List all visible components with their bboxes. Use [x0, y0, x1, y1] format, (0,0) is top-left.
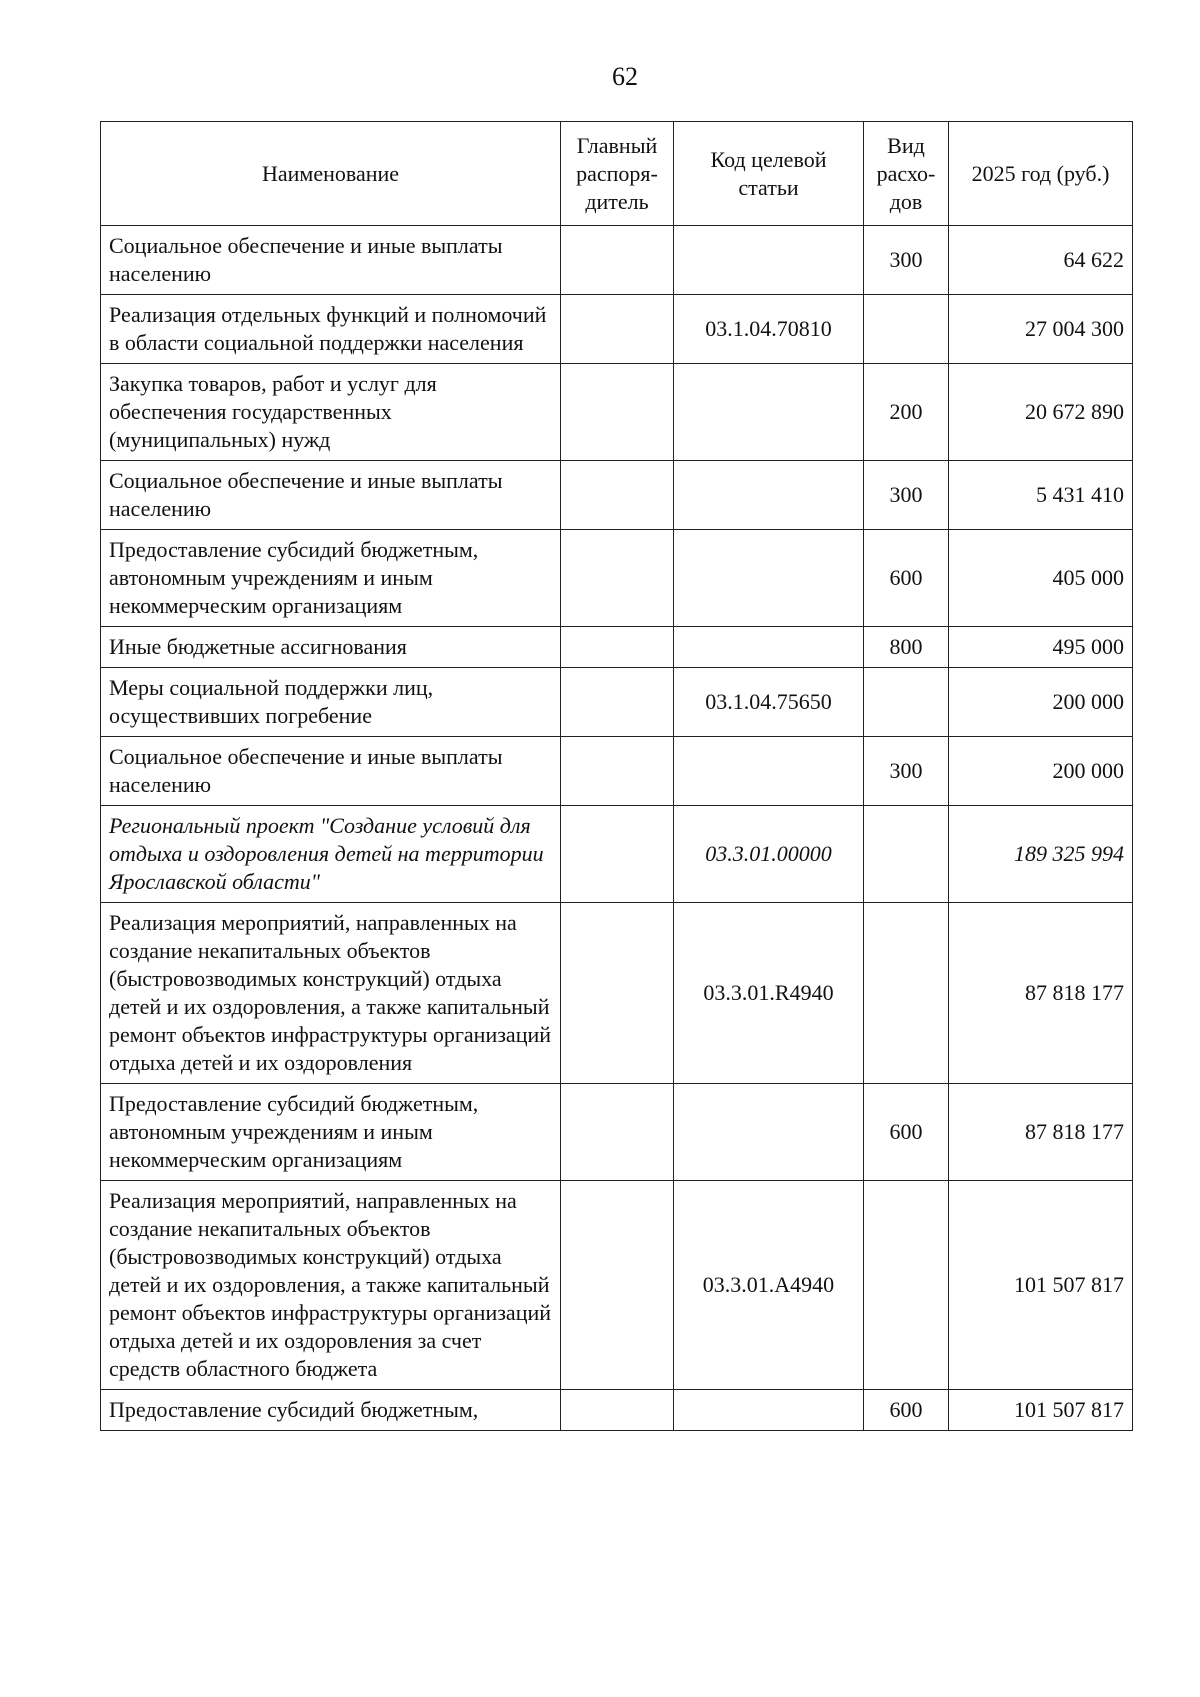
cell-amount: 27 004 300 [949, 295, 1133, 364]
cell-manager [561, 668, 674, 737]
table-row [101, 806, 1133, 903]
cell-name: Реализация мероприятий, направленных на создание некапитальных объектов (быстровозводимых конструкций) отдыха детей и их оздоровления, а также капитальный ремонт объектов инфраструктуры организаций отдыха детей и их оздоровления за счет средств областного бюджета [101, 1181, 561, 1390]
cell-code [674, 530, 864, 627]
cell-amount: 101 507 817 [949, 1181, 1133, 1390]
cell-amount: 405 000 [949, 530, 1133, 627]
table-row [101, 530, 1133, 627]
cell-type [864, 903, 949, 1084]
cell-code [674, 737, 864, 806]
table-row [101, 903, 1133, 1084]
cell-type [864, 295, 949, 364]
cell-name: Меры социальной поддержки лиц, осуществивших погребение [101, 668, 561, 737]
cell-code: 03.3.01.R4940 [674, 903, 864, 1084]
cell-manager [561, 627, 674, 668]
table-row [101, 668, 1133, 737]
cell-amount: 87 818 177 [949, 1084, 1133, 1181]
page-number: 62 [612, 62, 638, 91]
cell-name: Предоставление субсидий бюджетным, [101, 1390, 561, 1431]
cell-amount: 20 672 890 [949, 364, 1133, 461]
cell-type: 300 [864, 461, 949, 530]
cell-name: Закупка товаров, работ и услуг для обеспечения государственных (муниципальных) нужд [101, 364, 561, 461]
cell-type: 300 [864, 226, 949, 295]
cell-manager [561, 461, 674, 530]
cell-type [864, 1181, 949, 1390]
cell-name: Региональный проект "Создание условий для отдыха и оздоровления детей на территории Ярославской области" [101, 806, 561, 903]
cell-manager [561, 1181, 674, 1390]
cell-manager [561, 737, 674, 806]
cell-amount: 64 622 [949, 226, 1133, 295]
cell-manager [561, 295, 674, 364]
table-row [101, 295, 1133, 364]
cell-type: 600 [864, 1084, 949, 1181]
cell-manager [561, 1390, 674, 1431]
cell-type: 800 [864, 627, 949, 668]
table-row [101, 461, 1133, 530]
table-header-row [101, 122, 1133, 226]
cell-amount: 200 000 [949, 668, 1133, 737]
table-row [101, 1181, 1133, 1390]
cell-code [674, 1390, 864, 1431]
table-row [101, 737, 1133, 806]
table-row [101, 1390, 1133, 1431]
cell-name: Предоставление субсидий бюджетным, автономным учреждениям и иным некоммерческим организациям [101, 1084, 561, 1181]
cell-name: Предоставление субсидий бюджетным, автономным учреждениям и иным некоммерческим организациям [101, 530, 561, 627]
table-row [101, 226, 1133, 295]
cell-manager [561, 364, 674, 461]
cell-type: 200 [864, 364, 949, 461]
table-body [101, 226, 1133, 1431]
cell-amount: 495 000 [949, 627, 1133, 668]
budget-table [100, 121, 1133, 1431]
cell-type [864, 668, 949, 737]
header-amount: 2025 год (руб.) [949, 122, 1133, 226]
header-type: Вид расхо-дов [864, 122, 949, 226]
table-row [101, 364, 1133, 461]
table-row [101, 1084, 1133, 1181]
cell-code: 03.1.04.70810 [674, 295, 864, 364]
cell-type: 300 [864, 737, 949, 806]
cell-name: Реализация отдельных функций и полномочий в области социальной поддержки населения [101, 295, 561, 364]
cell-amount: 101 507 817 [949, 1390, 1133, 1431]
cell-manager [561, 226, 674, 295]
cell-manager [561, 806, 674, 903]
cell-type [864, 806, 949, 903]
cell-code: 03.3.01.А4940 [674, 1181, 864, 1390]
cell-code [674, 226, 864, 295]
cell-code: 03.1.04.75650 [674, 668, 864, 737]
header-code: Код целевой статьи [674, 122, 864, 226]
cell-type: 600 [864, 530, 949, 627]
header-name: Наименование [101, 122, 561, 226]
cell-manager [561, 1084, 674, 1181]
cell-manager [561, 903, 674, 1084]
cell-code [674, 627, 864, 668]
cell-amount: 87 818 177 [949, 903, 1133, 1084]
cell-name: Реализация мероприятий, направленных на создание некапитальных объектов (быстровозводимых конструкций) отдыха детей и их оздоровления, а также капитальный ремонт объектов инфраструктуры организаций отдыха детей и их оздоровления [101, 903, 561, 1084]
cell-name: Социальное обеспечение и иные выплаты населению [101, 737, 561, 806]
cell-code: 03.3.01.00000 [674, 806, 864, 903]
table-row [101, 627, 1133, 668]
cell-code [674, 461, 864, 530]
header-manager: Главный распоря-дитель [561, 122, 674, 226]
cell-type: 600 [864, 1390, 949, 1431]
cell-code [674, 1084, 864, 1181]
cell-name: Социальное обеспечение и иные выплаты населению [101, 461, 561, 530]
cell-manager [561, 530, 674, 627]
cell-amount: 200 000 [949, 737, 1133, 806]
cell-amount: 189 325 994 [949, 806, 1133, 903]
cell-amount: 5 431 410 [949, 461, 1133, 530]
cell-name: Социальное обеспечение и иные выплаты населению [101, 226, 561, 295]
cell-name: Иные бюджетные ассигнования [101, 627, 561, 668]
cell-code [674, 364, 864, 461]
